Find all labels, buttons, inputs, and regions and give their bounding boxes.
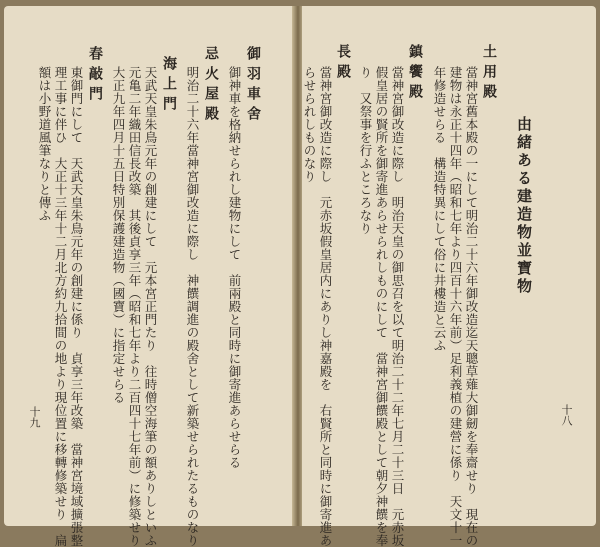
heading-shunchoumon: 春敲門 <box>87 46 103 106</box>
text-shunchoumon-2: 理工事に伴ひ 大正十三年十二月北方約九拾間の地より現位置に移轉修築せり 扁 <box>53 66 68 547</box>
page-title: 由緒ある建造物並寶物 <box>515 116 533 296</box>
heading-kaijoumon: 海上門 <box>161 56 177 116</box>
text-kaijoumon-2: 元亀二年織田信長改築 其後貞享三年（昭和七年より二百四十七年前）に修築せり <box>127 66 142 547</box>
heading-nagatono: 長殿 <box>335 44 351 84</box>
text-nagatono-2: らせられしものなり <box>302 66 317 183</box>
text-doyouden-1: 當神宮舊本殿の一にして明治二十六年御改造迄天聰草薙大御劒を奉齋せり 現在の <box>464 66 479 547</box>
page-number-right: 十八 <box>560 404 573 426</box>
text-shunchoumon-1: 東御門にして 天武天皇朱鳥元年の創建に係り 貞享三年改築 當神宮境域擴張整 <box>69 66 84 547</box>
text-shingoden-1: 當神宮御改造に際し 明治天皇の御思召を以て明治二十二年七月二十三日 元赤坂 <box>390 66 405 547</box>
text-shingoden-2: 假皇居の賢所を御寄進あらせられしものにして 當神宮御饌殿として朝夕神饌を奉 <box>374 66 389 547</box>
text-doyouden-3: 年修造せらる 構造特異にして俗に井樓造と云ふ <box>432 66 447 352</box>
text-kaijoumon-1: 天武天皇朱鳥元年の創建にして 元本宮正門たり 往時僧空海筆の額ありしといふ <box>143 66 158 547</box>
page-number-left: 十九 <box>28 406 41 428</box>
text-nagatono-1: 當神宮御改造に際し 元赤坂假皇居内にありし神嘉殿を 右賢所と同時に御寄進あ <box>318 66 333 547</box>
heading-imibiyadono: 忌火屋殿 <box>203 46 219 126</box>
text-kaijoumon-3: 大正九年四月十五日特別保護建造物（國寶）に指定せらる <box>111 66 126 404</box>
text-shingoden-3: り 又祭事を行ふところなり <box>358 66 373 235</box>
heading-goushasha: 御羽車舍 <box>245 46 261 126</box>
heading-shingoden: 鎮饗殿 <box>407 44 423 104</box>
text-shunchoumon-3: 額は小野道風筆なりと傳ふ <box>37 66 52 222</box>
text-goushasha-1: 御神車を格納せられし建物にして 前兩殿と同時に御寄進あらせらる <box>227 66 242 469</box>
heading-doyouden: 土用殿 <box>481 44 497 104</box>
left-page <box>4 6 295 547</box>
text-doyouden-2: 建物は永正十四年（昭和七年より四百十六年前）足利義植の建營に係り 天文十一 <box>448 66 463 547</box>
right-page <box>302 6 596 547</box>
text-imibiyadono-1: 明治二十六年當神宮御改造に際し 神饌調進の殿舍として新築せられたるものなり <box>185 66 200 547</box>
